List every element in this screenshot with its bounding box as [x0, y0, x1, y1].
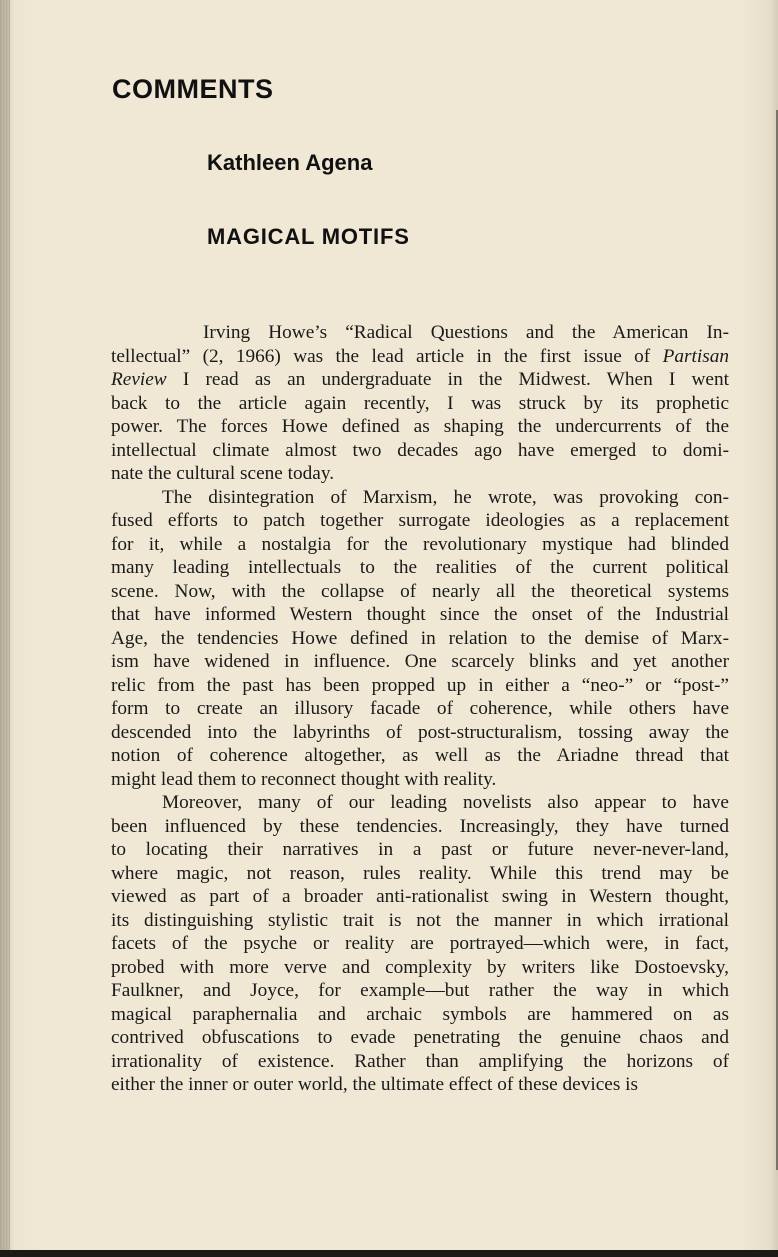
page-bottom-edge	[0, 1250, 778, 1257]
text-line: that have informed Western thought since the onset of the Industrial	[111, 604, 729, 625]
paragraph	[111, 791, 729, 1097]
text-line: magical paraphernalia and archaic symbols are hammered on as	[111, 1003, 729, 1025]
text-line: intellectual climate almost two decades ago have emerged to domi-	[111, 439, 729, 461]
text-line: Age, the tendencies Howe defined in relation to the demise of Marx-	[111, 627, 729, 649]
text-line: notion of coherence altogether, as well as the Ariadne thread that	[111, 745, 729, 766]
text-line: either the inner or outer world, the ultimate effect of these devices is	[111, 1074, 639, 1095]
text-line: Review I read as an undergraduate in the Midwest. When I went	[111, 369, 729, 390]
article-title: MAGICAL MOTIFS	[207, 224, 410, 249]
text-line: relic from the past has been propped up in either a “neo-” or “post-”	[111, 674, 729, 696]
text-line: viewed as part of a broader anti-rationalist swing in Western thought,	[111, 886, 729, 907]
text-line: descended into the labyrinths of post-structuralism, tossing away the	[111, 721, 729, 743]
article-body	[111, 321, 729, 1097]
text-line: ism have widened in influence. One scarcely blinks and yet another	[111, 651, 729, 672]
text-line: for it, while a nostalgia for the revolutionary mystique had blinded	[111, 533, 729, 555]
text-line: form to create an illusory facade of coherence, while others have	[111, 698, 729, 719]
text-line: power. The forces Howe defined as shaping the undercurrents of the	[111, 416, 729, 437]
text-line: The disintegration of Marxism, he wrote, was provoking con-	[162, 486, 729, 508]
paragraph	[111, 486, 729, 792]
text-line: nate the cultural scene today.	[111, 463, 335, 484]
page-binding-shadow	[0, 0, 10, 1257]
text-line: facets of the psyche or reality are portrayed—which were, in fact,	[111, 933, 729, 954]
section-title: COMMENTS	[112, 74, 274, 104]
text-line: contrived obfuscations to evade penetrating the genuine chaos and	[111, 1027, 729, 1048]
text-line: many leading intellectuals to the realities of the current political	[111, 557, 729, 578]
author-name: Kathleen Agena	[207, 150, 373, 175]
text-line: where magic, not reason, rules reality. While this trend may be	[111, 862, 729, 884]
text-line: probed with more verve and complexity by writers like Dostoevsky,	[111, 956, 729, 978]
text-line: been influenced by these tendencies. Increasingly, they have turned	[111, 815, 729, 837]
text-line: to locating their narratives in a past or future never-never-land,	[111, 839, 729, 860]
text-line: its distinguishing stylistic trait is not the manner in which irrational	[111, 909, 729, 931]
text-line: Moreover, many of our leading novelists also appear to have	[162, 792, 729, 813]
text-line: scene. Now, with the collapse of nearly all the theoretical systems	[111, 580, 729, 602]
paragraph	[111, 321, 729, 486]
text-line: might lead them to reconnect thought with reality.	[111, 768, 497, 790]
text-line: Irving Howe’s “Radical Questions and the American In-	[203, 322, 729, 343]
text-line: fused efforts to patch together surrogate ideologies as a replacement	[111, 510, 729, 531]
text-line: tellectual” (2, 1966) was the lead article in the first issue of Partisan	[111, 345, 729, 367]
text-line: Faulkner, and Joyce, for example—but rather the way in which	[111, 980, 729, 1001]
text-line: back to the article again recently, I was struck by its prophetic	[111, 392, 729, 414]
text-line: irrationality of existence. Rather than amplifying the horizons of	[111, 1050, 729, 1072]
